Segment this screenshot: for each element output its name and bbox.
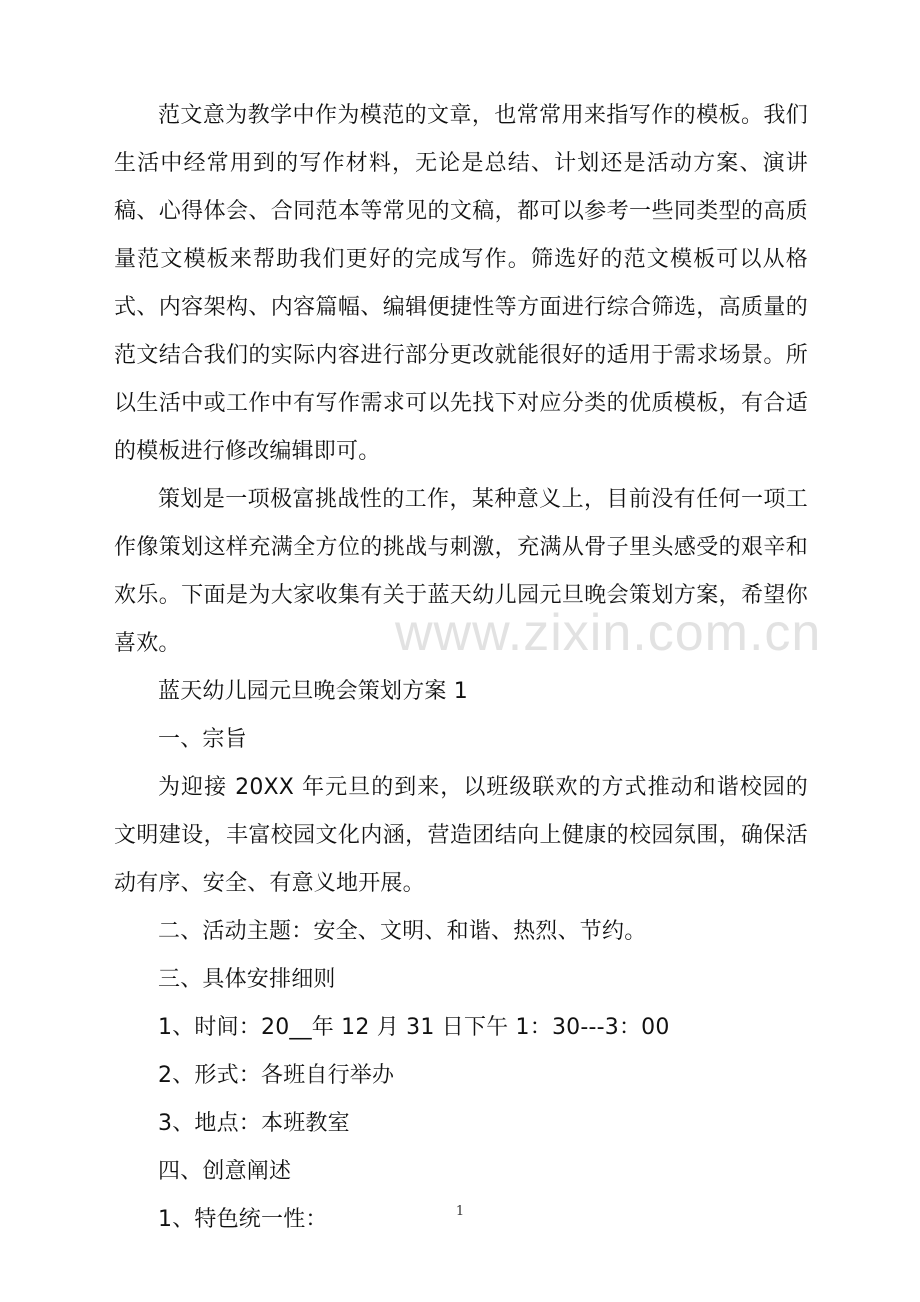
section-heading-theme: 二、活动主题：安全、文明、和谐、热烈、节约。: [158, 919, 647, 944]
section-heading-arrangement: 三、具体安排细则: [158, 967, 336, 992]
section-heading-creative: 四、创意阐述: [158, 1159, 292, 1184]
document-body: [114, 92, 808, 1244]
section-heading-purpose: 一、宗旨: [158, 727, 247, 752]
watermark-text: www.zixin.com.cn: [395, 604, 822, 662]
purpose-paragraph: 为迎接 20XX 年元旦的到来，以班级联欢的方式推动和谐校园的文明建设，丰富校园文化内涵，营造团结向上健康的校园氛围，确保活动有序、安全、有意义地开展。: [114, 775, 808, 896]
page-number: 1: [455, 1204, 465, 1219]
intro-paragraph: 范文意为教学中作为模范的文章，也常常用来指写作的模板。我们生活中经常用到的写作材料，无论是总结、计划还是活动方案、演讲稿、心得体会、合同范本等常见的文稿，都可以参考一些同类型的高质量范文模板来帮助我们更好的完成写作。筛选好的范文模板可以从格式、内容架构、内容篇幅、编辑便捷性等方面进行综合筛选，高质量的范文结合我们的实际内容进行部分更改就能很好的适用于需求场景。所以生活中或工作中有写作需求可以先找下对应分类的优质模板，有合适的模板进行修改编辑即可。: [114, 103, 808, 464]
arrangement-time: 1、时间：20__年 12 月 31 日下午 1：30---3：00: [158, 1015, 670, 1040]
plan-title: 蓝天幼儿园元旦晚会策划方案 1: [158, 679, 468, 704]
creative-item-1: 1、特色统一性：: [158, 1207, 328, 1232]
preface-paragraph: 策划是一项极富挑战性的工作，某种意义上，目前没有任何一项工作像策划这样充满全方位的挑战与刺激，充满从骨子里头感受的艰辛和欢乐。下面是为大家收集有关于蓝天幼儿园元旦晚会策划方案，希望你喜欢。: [114, 487, 808, 656]
arrangement-location: 3、地点：本班教室: [158, 1111, 350, 1136]
arrangement-format: 2、形式：各班自行举办: [158, 1063, 395, 1088]
